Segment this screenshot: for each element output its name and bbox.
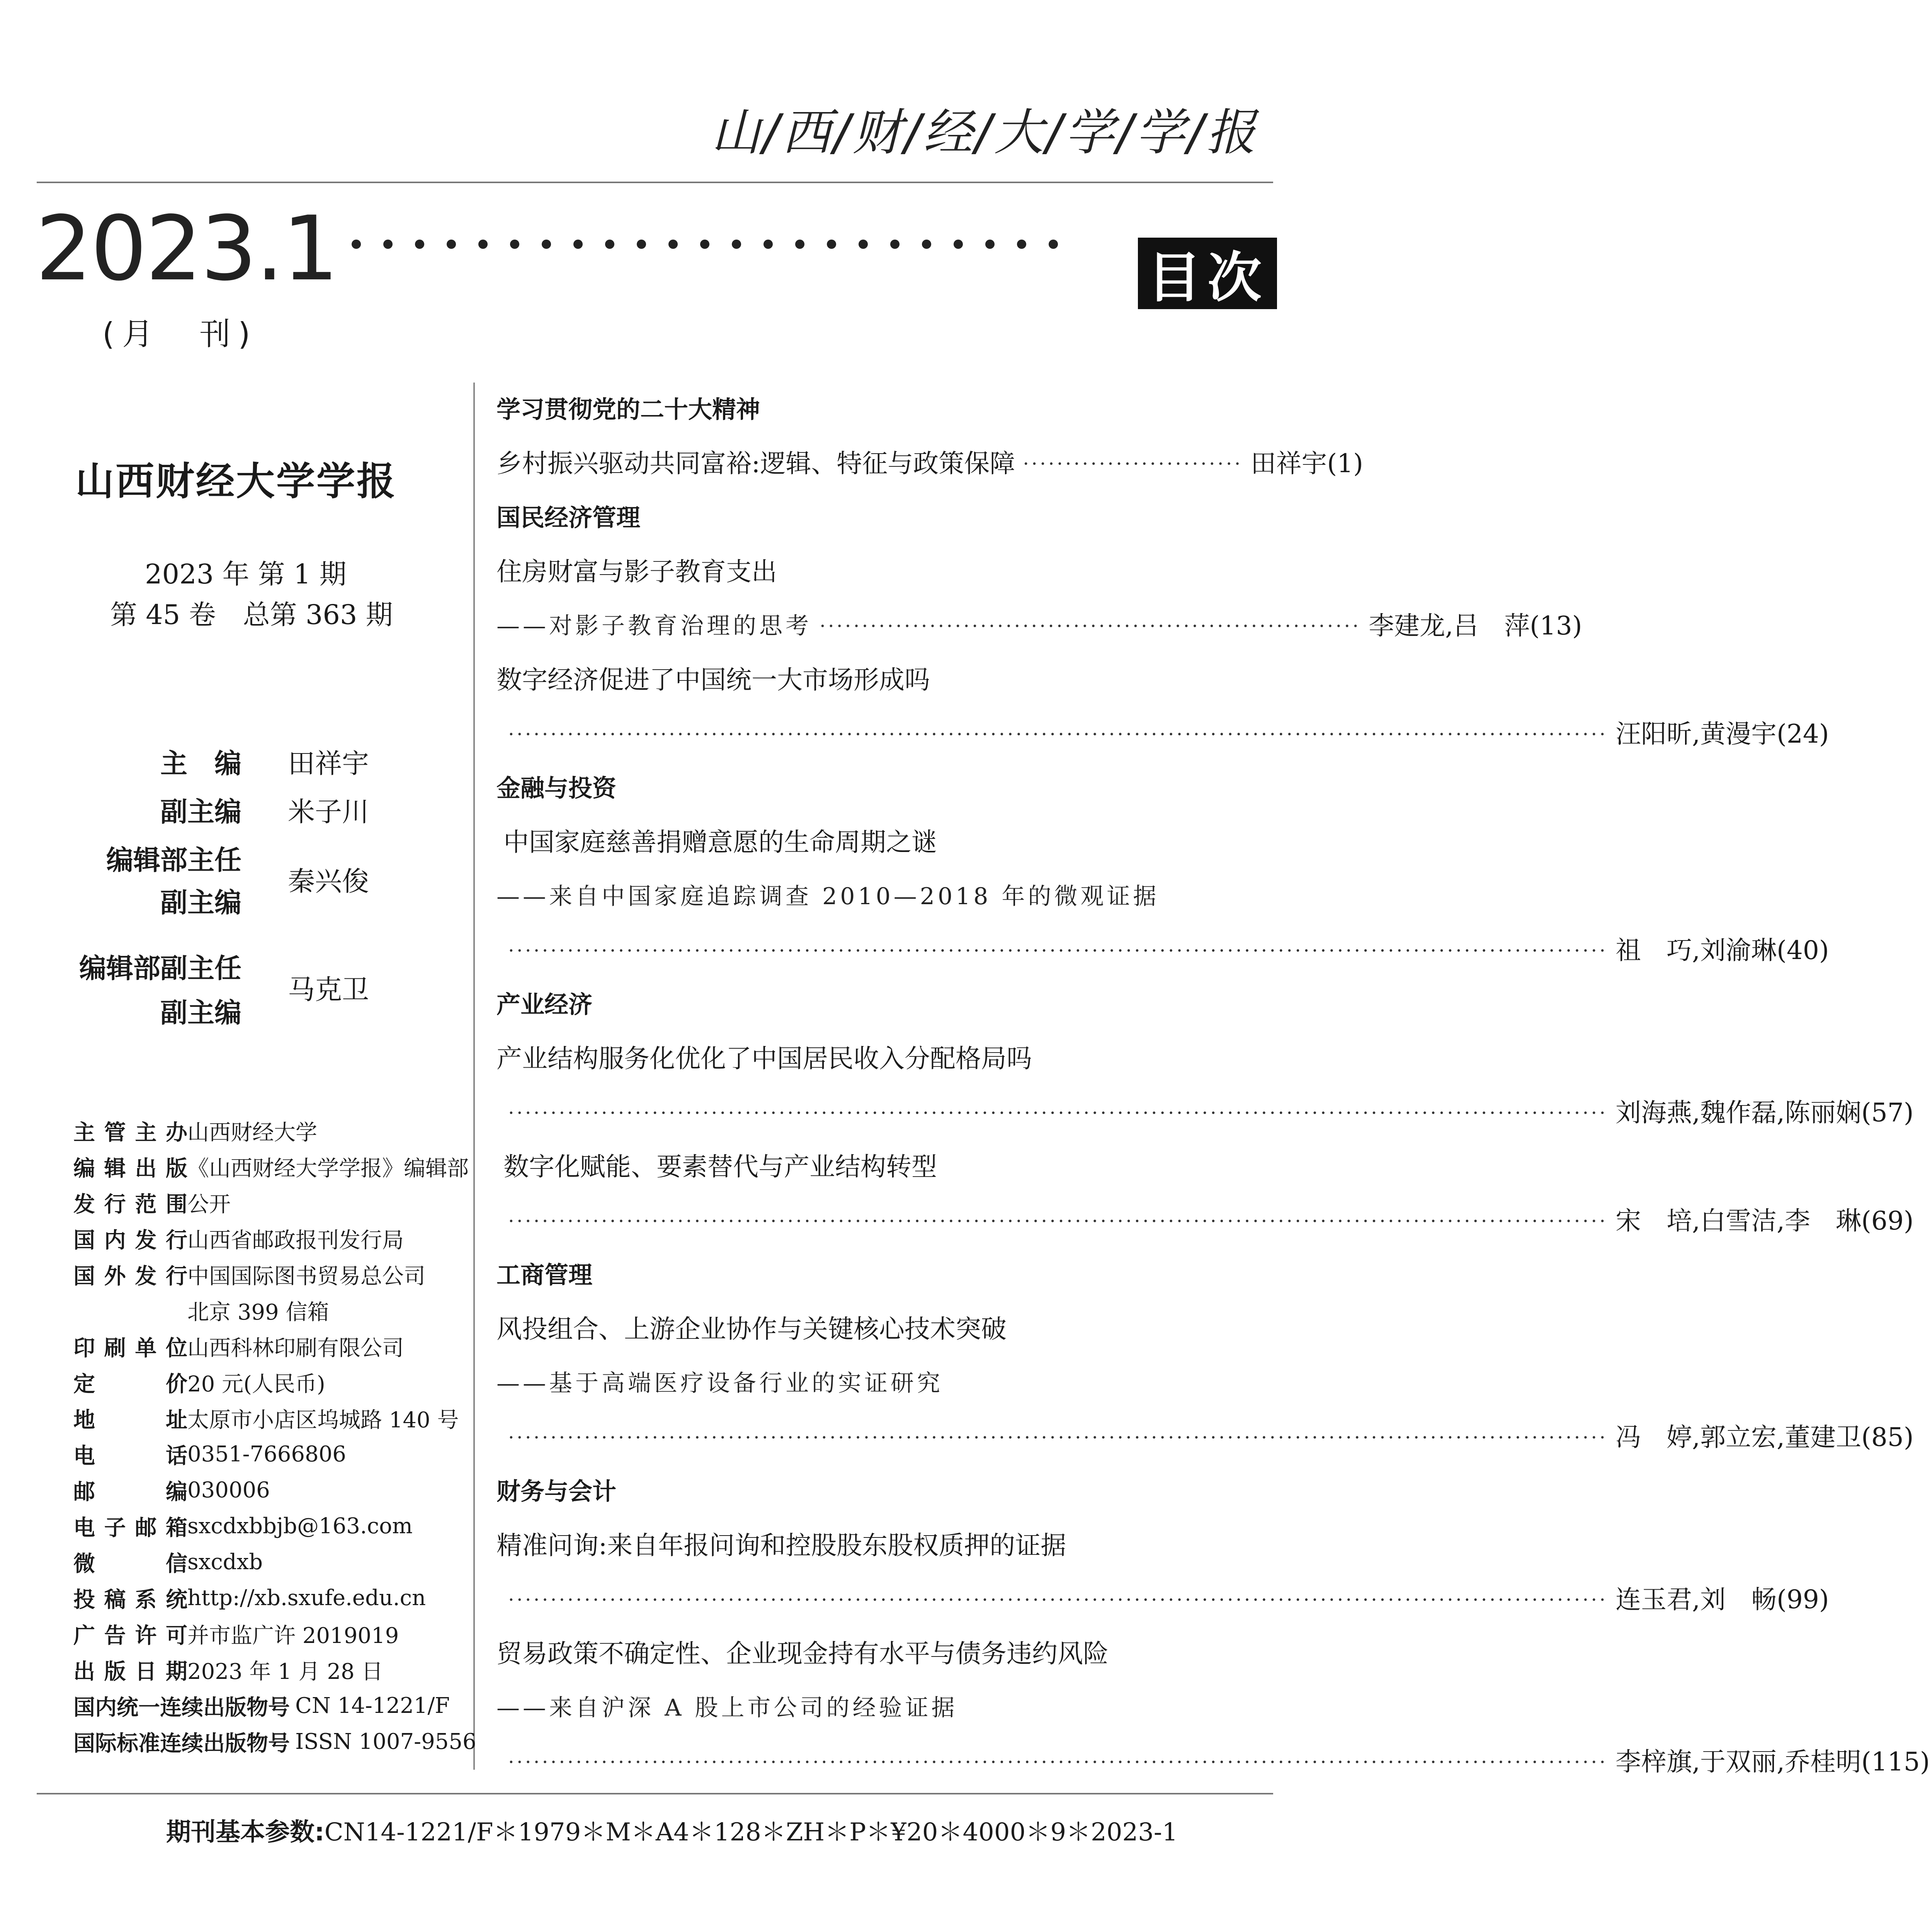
journal-parameters: 期刊基本参数:CN14-1221/F＊1979＊M＊A4＊128＊ZH＊P＊¥20＊4000＊9＊2023-1 xyxy=(166,1818,1178,1847)
toc-entry-title[interactable]: 风投组合、上游企业协作与关键核心技术突破 xyxy=(497,1314,1007,1344)
serial-intl-row: 国际标准连续出版物号 ISSN 1007-9556 xyxy=(73,1729,476,1756)
section-heading: 财务与会计 xyxy=(497,1477,617,1505)
frequency-label: (月 刊) xyxy=(102,316,258,352)
section-heading: 学习贯彻党的二十大精神 xyxy=(497,395,760,423)
toc-entry-author-line[interactable]: ·································································································································· 祖 巧,刘渝琳(40) xyxy=(508,935,1829,965)
volume-info: 第 45 卷 总第 363 期 xyxy=(110,599,393,631)
toc-entry-author-line[interactable]: ·································································································································· 冯 婷,郭立宏,董建卫(85) xyxy=(508,1422,1914,1452)
info-row: 发行范围 公开 xyxy=(73,1192,231,1217)
info-row: 国内发行 山西省邮政报刊发行局 xyxy=(73,1228,404,1253)
info-row: 投稿系统 http://xb.sxufe.edu.cn xyxy=(73,1585,426,1612)
info-row: 广告许可 并市监广许 2019019 xyxy=(73,1623,399,1648)
toc-entry-title[interactable]: 贸易政策不确定性、企业现金持有水平与债务违约风险 xyxy=(497,1639,1109,1668)
info-row: 电子邮箱 sxcdxbbjb@163.com xyxy=(73,1514,413,1541)
info-row: 编辑出版 《山西财经大学学报》编辑部 xyxy=(73,1156,469,1181)
toc-label-box: 目次 xyxy=(1138,238,1277,309)
toc-entry-author-line[interactable]: ·································································································································· 汪阳昕,黄漫宇(24) xyxy=(508,719,1829,749)
info-row: 地 址 太原市小店区坞城路 140 号 xyxy=(73,1407,459,1433)
toc-entry-title[interactable]: 精准问询:来自年报问询和控股股东股权质押的证据 xyxy=(497,1531,1066,1560)
staff-name: 米子川 xyxy=(288,796,369,828)
toc-entry-title[interactable]: 数字经济促进了中国统一大市场形成吗 xyxy=(497,665,930,695)
staff-role: 编辑部副主任 xyxy=(79,952,241,984)
toc-entry-author-line[interactable]: ·································································································································· 连玉君,刘 畅(99) xyxy=(508,1585,1829,1614)
publication-info xyxy=(73,1113,476,1760)
top-rule xyxy=(37,182,1273,183)
section-heading: 金融与投资 xyxy=(497,774,617,802)
toc-entry-subtitle: ——来自中国家庭追踪调查 2010—2018 年的微观证据 xyxy=(497,883,1160,910)
toc-entry-subtitle: ——基于高端医疗设备行业的实证研究 xyxy=(497,1370,943,1397)
serial-domestic-row: 国内统一连续出版物号 CN 14-1221/F xyxy=(73,1693,450,1720)
staff-role: 副主编 xyxy=(160,796,241,828)
info-row: 微 信 sxcdxb xyxy=(73,1549,263,1577)
year-issue: 2023 年 第 1 期 xyxy=(145,558,347,590)
table-of-contents xyxy=(497,383,1930,1789)
info-row: 印刷单位 山西科林印刷有限公司 xyxy=(73,1335,404,1361)
info-row: 国外发行 中国国际图书贸易总公司 xyxy=(73,1264,425,1289)
section-heading: 国民经济管理 xyxy=(497,503,641,532)
staff-name: 马克卫 xyxy=(288,974,369,1005)
toc-entry-author-line[interactable]: ·································································································································· 宋 培,白雪洁,李 琳(69) xyxy=(508,1206,1914,1236)
toc-entry-title[interactable]: 数字化赋能、要素替代与产业结构转型 xyxy=(503,1152,937,1182)
staff-name: 田祥宇 xyxy=(288,748,369,779)
toc-entry[interactable]: 乡村振兴驱动共同富裕:逻辑、特征与政策保障 ·························· 田祥宇(1) xyxy=(497,449,1363,478)
toc-entry-subtitle: ——来自沪深 A 股上市公司的经验证据 xyxy=(497,1694,958,1721)
toc-entry-title[interactable]: 住房财富与影子教育支出 xyxy=(497,557,777,587)
info-row: 邮 编 030006 xyxy=(73,1478,270,1505)
info-row: 电 话 0351-7666806 xyxy=(73,1442,346,1469)
staff-role: 副主编 xyxy=(160,887,241,918)
staff-role: 主 编 xyxy=(160,748,241,779)
section-heading: 工商管理 xyxy=(497,1261,593,1289)
toc-entry-author-line[interactable]: ·································································································································· 刘海燕,魏作磊,陈丽娴(57) xyxy=(508,1098,1914,1128)
toc-entry-author-line[interactable]: ·································································································································· 李梓旗,于双丽,乔桂明(115) xyxy=(508,1747,1930,1777)
info-row: 北京 399 信箱 xyxy=(187,1299,329,1325)
staff-name: 秦兴俊 xyxy=(288,866,369,897)
issue-number: 2023.1 xyxy=(36,197,337,301)
header-dot-leader xyxy=(352,240,1086,263)
staff-role: 副主编 xyxy=(160,997,241,1029)
staff-role: 编辑部主任 xyxy=(106,844,241,876)
bottom-rule xyxy=(37,1793,1273,1794)
section-heading: 产业经济 xyxy=(497,990,593,1019)
info-row: 主管主办 山西财经大学 xyxy=(73,1120,317,1145)
info-row: 出版日期 2023 年 1 月 28 日 xyxy=(73,1659,383,1684)
journal-title-header: 山/西/财/经/大/学/学/报 xyxy=(711,104,1258,162)
toc-entry-title[interactable]: 产业结构服务化优化了中国居民收入分配格局吗 xyxy=(497,1044,1032,1073)
journal-name: 山西财经大学学报 xyxy=(75,458,397,504)
info-row: 定 价 20 元(人民币) xyxy=(73,1371,325,1397)
toc-entry-subtitle[interactable]: ——对影子教育治理的思考 ································································ 李建龙,吕 萍(13) xyxy=(497,611,1582,641)
toc-entry-title[interactable]: 中国家庭慈善捐赠意愿的生命周期之谜 xyxy=(503,827,937,857)
column-divider xyxy=(473,383,475,1770)
